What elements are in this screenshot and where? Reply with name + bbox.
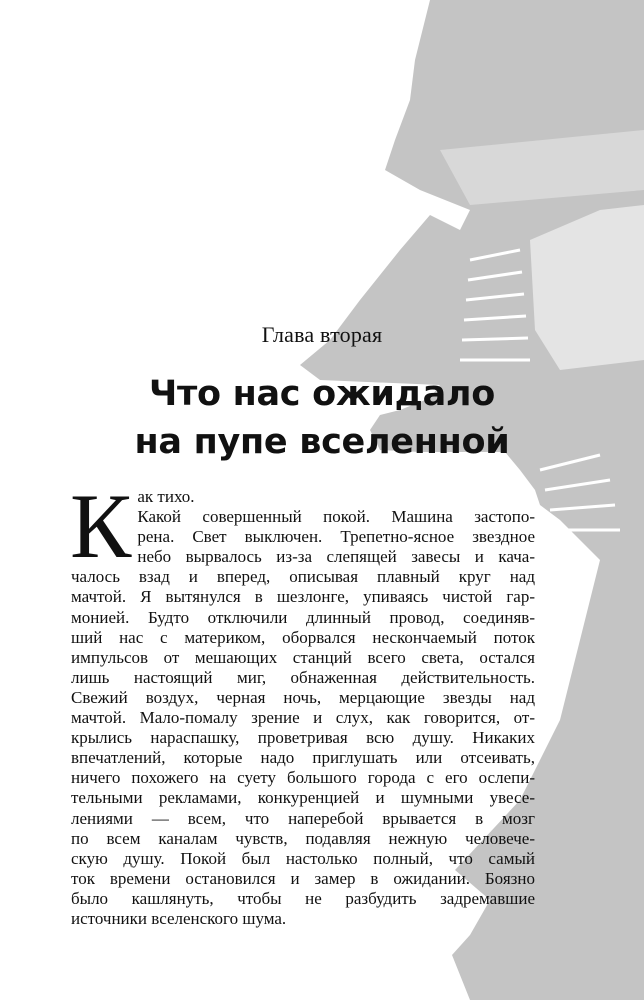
text-line: мачтой. Я вытянулся в шезлонге, упиваясь чистой гар- <box>71 587 535 607</box>
text-line: лишь настоящий миг, обнаженная действительность. <box>71 667 535 687</box>
text-line: крылись нараспашку, проветривая всю душу. Никаких <box>71 728 535 748</box>
text-line: монией. Будто отключили длинный провод, соединяв- <box>71 607 535 627</box>
text-line: скую душу. Покой был настолько полный, что самый <box>71 848 535 868</box>
text-line: рена. Свет выключен. Трепетно-ясное звездное <box>137 527 535 547</box>
text-line: источники вселенского шума. <box>71 908 287 928</box>
text-line: тельными рекламами, конкуренцией и шумными увесе- <box>71 788 535 808</box>
text-line: ак тихо. <box>137 487 195 506</box>
chapter-title-line: на пупе вселенной <box>134 422 510 462</box>
text-line: мачтой. Мало-помалу зрение и слух, как говорится, от- <box>71 708 535 728</box>
chapter-number-label: Глава вторая <box>261 322 383 347</box>
text-line: импульсов от мешающих станций всего света, остался <box>71 647 535 667</box>
chapter-title <box>70 370 574 466</box>
text-line: ток времени остановился и замер в ожидании. Боязно <box>71 868 535 888</box>
text-line: чалось взад и вперед, описывая плавный круг над <box>71 567 535 587</box>
chapter-title-line: Что нас ожидало <box>149 374 495 414</box>
text-line: лениями — всем, что наперебой врывается в мозг <box>71 808 535 828</box>
text-line: ничего похожего на суету большого города с его ослепи- <box>71 768 535 788</box>
chapter-body-text <box>70 475 535 929</box>
text-line: небо вырвалось из-за слепящей завесы и кача- <box>137 547 535 567</box>
text-line: впечатлений, которые надо приглушать или отсеивать, <box>71 748 535 768</box>
text-line: было кашлянуть, чтобы не разбудить задремавшие <box>71 888 535 908</box>
text-line: по всем каналам чувств, подавляя нежную человече- <box>71 828 535 848</box>
text-line: Свежий воздух, черная ночь, мерцающие звезды над <box>71 687 535 707</box>
text-line: Какой совершенный покой. Машина застопо- <box>137 507 535 527</box>
drop-cap-letter: К <box>70 475 132 577</box>
text-line: ший нас с материком, оборвался нескончаемый поток <box>71 627 535 647</box>
